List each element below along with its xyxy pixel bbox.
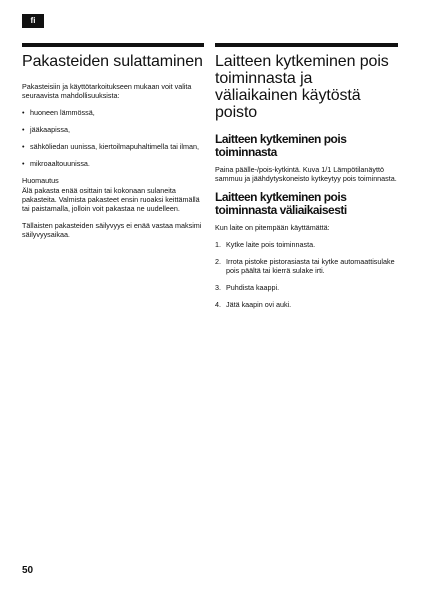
section-rule	[215, 43, 398, 47]
shutdown-steps-list	[215, 240, 398, 309]
list-item: • huoneen lämmössä,	[22, 108, 204, 117]
section-rule	[22, 43, 204, 47]
thawing-title: Pakasteiden sulattaminen	[22, 53, 203, 70]
step-number: 4.	[215, 300, 221, 309]
list-item	[215, 240, 398, 249]
closing-text: Tällaisten pakasteiden säilyvyys ei enää vastaa maksimi säilyvyysaikaa.	[22, 221, 202, 239]
switch-off-title: Laitteen kytkeminen pois toiminnasta ja väliaikainen käytöstä poisto	[215, 53, 389, 121]
list-item	[215, 283, 398, 292]
step-number: 2.	[215, 257, 221, 266]
list-item: • sähköliedan uunissa, kiertoilmapuhaltimella tai ilman,	[22, 142, 204, 151]
temporary-shutdown-heading: Laitteen kytkeminen pois toiminnasta väliaikaisesti	[215, 190, 347, 217]
temporary-shutdown-intro: Kun laite on pitempään käyttämättä:	[215, 223, 330, 232]
step-text: Kytke laite pois toiminnasta.	[226, 240, 316, 249]
page-number: 50	[22, 565, 34, 576]
step-number: 1.	[215, 240, 221, 249]
switch-off-text: Paina päälle-/pois-kytkintä. Kuva 1/1 Lämpötilanäyttö sammuu ja jäähdytyskoneisto kytkeytyy pois toiminnasta.	[215, 165, 397, 183]
step-text: Puhdista kaappi.	[226, 283, 280, 292]
note-title: Huomautus	[22, 176, 59, 185]
step-text: Irrota pistoke pistorasiasta tai kytke automaattisulake pois päältä tai kierrä sulake irti.	[226, 257, 395, 275]
step-number: 3.	[215, 283, 221, 292]
list-item	[215, 300, 398, 309]
right-column	[215, 43, 398, 317]
switch-off-heading: Laitteen kytkeminen pois toiminnasta	[215, 132, 347, 159]
left-column	[22, 43, 204, 247]
note-text: Älä pakasta enää osittain tai kokonaan sulaneita pakasteita. Valmista pakasteet ensin ruoaksi keittämällä tai paistamalla, jolloin voit pakastaa ne uudelleen.	[22, 186, 200, 213]
language-tab: fi	[22, 14, 44, 28]
thawing-options-list	[22, 108, 204, 168]
list-item: • jääkaapissa,	[22, 125, 204, 134]
thawing-intro: Pakasteisiin ja käyttötarkoitukseen mukaan voit valita seuraavista mahdollisuuksista:	[22, 82, 192, 100]
list-item	[215, 257, 398, 275]
list-item: • mikroaaltouunissa.	[22, 159, 204, 168]
step-text: Jätä kaapin ovi auki.	[226, 300, 292, 309]
